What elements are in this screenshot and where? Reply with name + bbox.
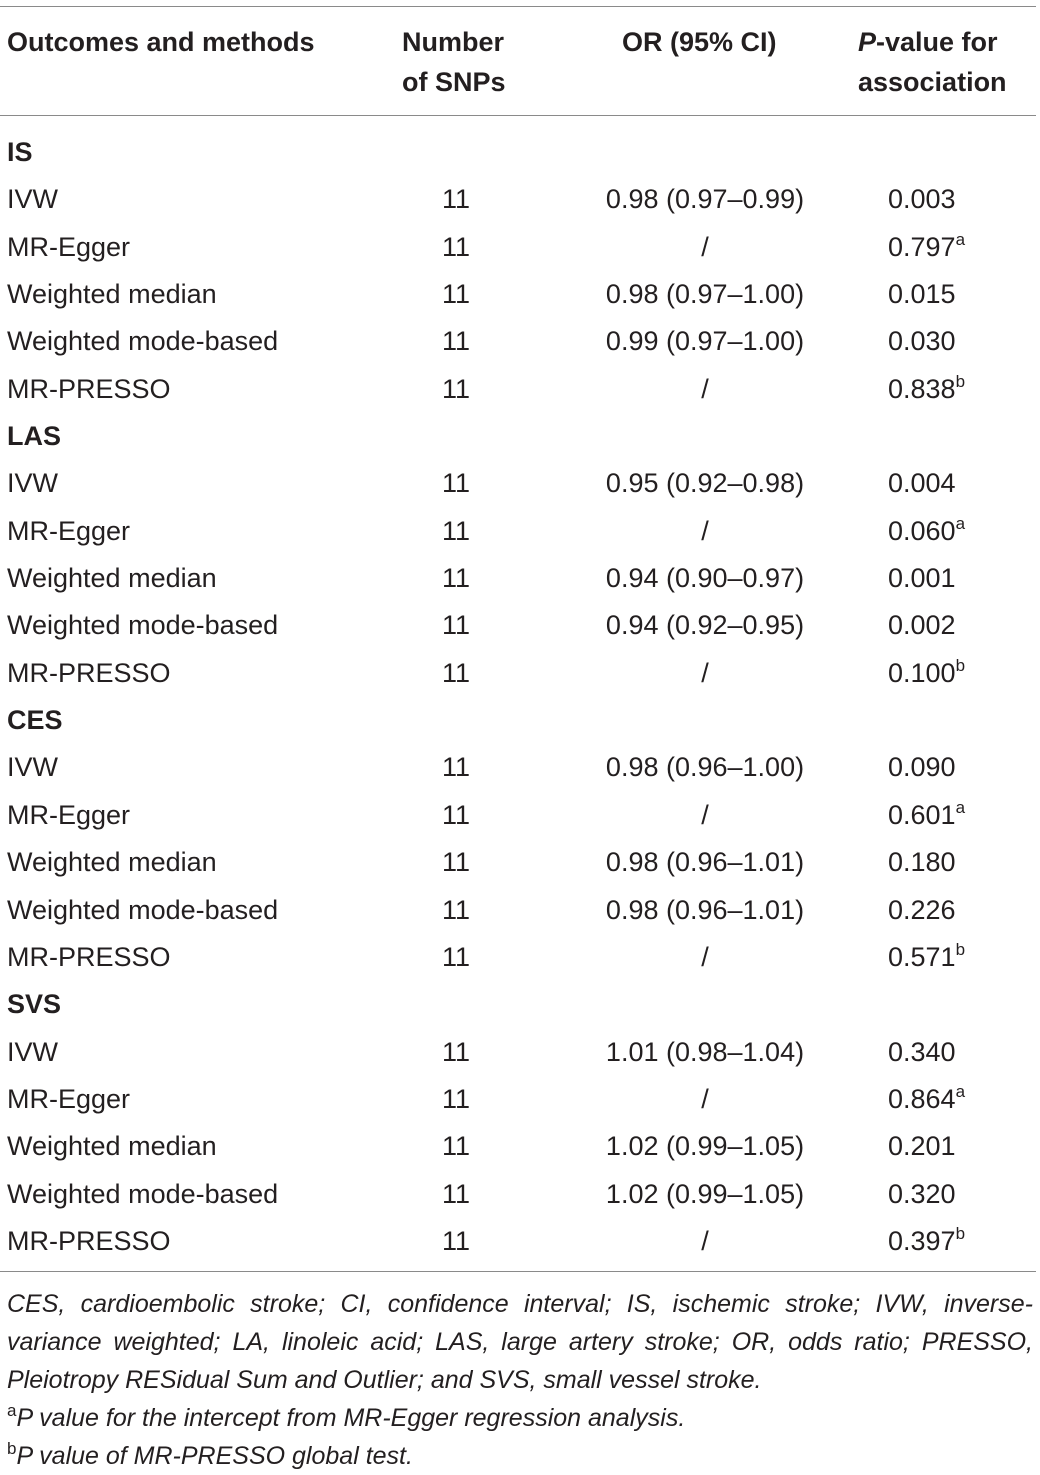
snps-cell: 11 (441, 847, 471, 878)
p-value-text: 0.100 (888, 657, 956, 688)
or-cell: 0.98 (0.96–1.01) (605, 894, 805, 925)
p-value-cell (888, 366, 965, 413)
or-cell: 1.02 (0.99–1.05) (605, 1131, 805, 1162)
footnote-marker: a (955, 229, 966, 249)
or-cell: 0.98 (0.96–1.00) (605, 752, 805, 783)
or-cell: 0.94 (0.92–0.95) (605, 610, 805, 641)
p-value-cell (888, 1171, 956, 1218)
p-value-cell (888, 271, 956, 318)
table-row (0, 555, 1036, 602)
snps-cell: 11 (441, 941, 471, 972)
table-row (0, 271, 1036, 318)
p-value-text: 0.838 (888, 373, 956, 404)
p-value-text: 0.003 (888, 184, 956, 215)
snps-cell: 11 (441, 326, 471, 357)
p-value-text: 0.001 (888, 563, 956, 594)
method-cell: Weighted median (7, 847, 217, 878)
p-value-cell (888, 318, 956, 365)
footnote-marker: a (955, 513, 966, 533)
footnote-a: $^a$P value for the intercept from MR-Egger regression analysis. (7, 1401, 686, 1432)
p-value-cell (888, 744, 956, 791)
table-body (0, 129, 1036, 1265)
method-cell: MR-Egger (7, 799, 131, 830)
snps-cell: 11 (441, 563, 471, 594)
table-row (0, 1029, 1036, 1076)
p-value-cell (888, 460, 956, 507)
p-value-text: 0.320 (888, 1178, 956, 1209)
method-cell: IVW (7, 1036, 58, 1067)
or-cell: / (701, 799, 709, 830)
method-cell: IVW (7, 468, 58, 499)
p-value-text: 0.060 (888, 515, 956, 546)
method-cell: MR-PRESSO (7, 1225, 171, 1256)
table-row (0, 792, 1036, 839)
snps-cell: 11 (441, 894, 471, 925)
table-row (0, 650, 1036, 697)
p-value-cell (888, 839, 956, 886)
p-value-text: 0.030 (888, 326, 956, 357)
p-value-cell (888, 934, 965, 981)
or-cell: / (701, 1225, 709, 1256)
or-cell: / (701, 231, 709, 262)
table-header (0, 22, 1036, 102)
group-row (0, 981, 1036, 1028)
snps-cell: 11 (441, 1036, 471, 1067)
table-row (0, 508, 1036, 555)
p-value-text: 0.797 (888, 231, 956, 262)
method-cell: MR-Egger (7, 231, 131, 262)
snps-cell: 11 (441, 231, 471, 262)
group-row (0, 129, 1036, 176)
p-value-cell (888, 1123, 956, 1170)
header-p-value: P-value for association (858, 27, 1007, 97)
table-bottom-rule (0, 1271, 1036, 1272)
method-cell: Weighted mode-based (7, 894, 279, 925)
method-cell: IVW (7, 752, 58, 783)
or-cell: / (701, 515, 709, 546)
p-value-text: 0.201 (888, 1131, 956, 1162)
p-value-text: 0.090 (888, 752, 956, 783)
p-value-text: 0.180 (888, 847, 956, 878)
or-cell: / (701, 373, 709, 404)
p-value-text: 0.226 (888, 894, 956, 925)
p-value-text: 0.340 (888, 1036, 956, 1067)
p-value-text: 0.397 (888, 1225, 956, 1256)
method-cell: IVW (7, 184, 58, 215)
table-row (0, 887, 1036, 934)
method-cell: MR-Egger (7, 1083, 131, 1114)
snps-cell: 11 (441, 1178, 471, 1209)
p-value-cell (888, 1218, 965, 1265)
snps-cell: 11 (441, 1225, 471, 1256)
footnote-marker: a (955, 1081, 966, 1101)
snps-cell: 11 (441, 752, 471, 783)
table-row (0, 744, 1036, 791)
method-cell: Weighted median (7, 563, 217, 594)
abbreviations-note: CES, cardioembolic stroke; CI, confidence interval; IS, ischemic stroke; IVW, inverse-variance weighted; LA, linoleic acid; LAS, large artery stroke; OR, odds ratio; PRESSO, Pleiotropy RESidual Sum and Outlier; and SVS, small vessel stroke. (7, 1290, 1033, 1394)
or-cell: 0.98 (0.97–0.99) (605, 184, 805, 215)
snps-cell: 11 (441, 1083, 471, 1114)
p-value-text: 0.571 (888, 941, 956, 972)
p-value-cell (888, 602, 956, 649)
or-cell: 0.95 (0.92–0.98) (605, 468, 805, 499)
footnote-b: $^b$P value of MR-PRESSO global test. (7, 1439, 413, 1470)
snps-cell: 11 (441, 468, 471, 499)
header-or: OR (95% CI) (622, 27, 777, 57)
p-value-cell (888, 792, 965, 839)
method-cell: Weighted mode-based (7, 610, 279, 641)
snps-cell: 11 (441, 799, 471, 830)
footnote-marker: b (955, 939, 966, 959)
footnote-marker: b (955, 1223, 966, 1243)
or-cell: / (701, 657, 709, 688)
or-cell: 1.02 (0.99–1.05) (605, 1178, 805, 1209)
snps-cell: 11 (441, 657, 471, 688)
or-cell: 0.98 (0.96–1.01) (605, 847, 805, 878)
p-value-cell (888, 887, 956, 934)
table-footnotes (7, 1285, 1033, 1475)
table-row (0, 1076, 1036, 1123)
method-cell: Weighted median (7, 279, 217, 310)
p-value-cell (888, 1029, 956, 1076)
table-row (0, 1171, 1036, 1218)
group-label: CES (7, 705, 63, 736)
snps-cell: 11 (441, 1131, 471, 1162)
p-value-text: 0.004 (888, 468, 956, 499)
or-cell: 1.01 (0.98–1.04) (605, 1036, 805, 1067)
p-value-cell (888, 508, 965, 555)
or-cell: 0.99 (0.97–1.00) (605, 326, 805, 357)
p-value-cell (888, 650, 965, 697)
p-value-text: 0.601 (888, 799, 956, 830)
snps-cell: 11 (441, 610, 471, 641)
table-row (0, 366, 1036, 413)
method-cell: MR-PRESSO (7, 373, 171, 404)
p-value-text: 0.864 (888, 1083, 956, 1114)
footnote-marker: b (955, 655, 966, 675)
method-cell: Weighted median (7, 1131, 217, 1162)
method-cell: MR-PRESSO (7, 657, 171, 688)
footnote-marker: a (955, 797, 966, 817)
snps-cell: 11 (441, 279, 471, 310)
p-value-cell (888, 555, 956, 602)
method-cell: Weighted mode-based (7, 1178, 279, 1209)
group-row (0, 697, 1036, 744)
table-row (0, 602, 1036, 649)
p-value-text: 0.002 (888, 610, 956, 641)
snps-cell: 11 (441, 373, 471, 404)
method-cell: MR-PRESSO (7, 941, 171, 972)
header-outcomes: Outcomes and methods (7, 27, 315, 57)
table-top-rule (0, 6, 1036, 7)
table-row (0, 1218, 1036, 1265)
table-row (0, 934, 1036, 981)
p-value-text: 0.015 (888, 279, 956, 310)
or-cell: 0.98 (0.97–1.00) (605, 279, 805, 310)
table-row (0, 318, 1036, 365)
method-cell: MR-Egger (7, 515, 131, 546)
footnote-marker: b (955, 371, 966, 391)
table-row (0, 224, 1036, 271)
or-cell: / (701, 941, 709, 972)
or-cell: / (701, 1083, 709, 1114)
table-row (0, 460, 1036, 507)
method-cell: Weighted mode-based (7, 326, 279, 357)
table-row (0, 839, 1036, 886)
header-rule (0, 115, 1036, 116)
group-row (0, 413, 1036, 460)
p-value-cell (888, 224, 965, 271)
or-cell: 0.94 (0.90–0.97) (605, 563, 805, 594)
snps-cell: 11 (441, 515, 471, 546)
snps-cell: 11 (441, 184, 471, 215)
header-snps: Number of SNPs (402, 27, 506, 97)
group-label: LAS (7, 421, 61, 452)
table-row (0, 1123, 1036, 1170)
p-value-cell (888, 176, 956, 223)
p-value-cell (888, 1076, 965, 1123)
table-row (0, 176, 1036, 223)
group-label: SVS (7, 989, 62, 1020)
group-label: IS (7, 137, 33, 167)
